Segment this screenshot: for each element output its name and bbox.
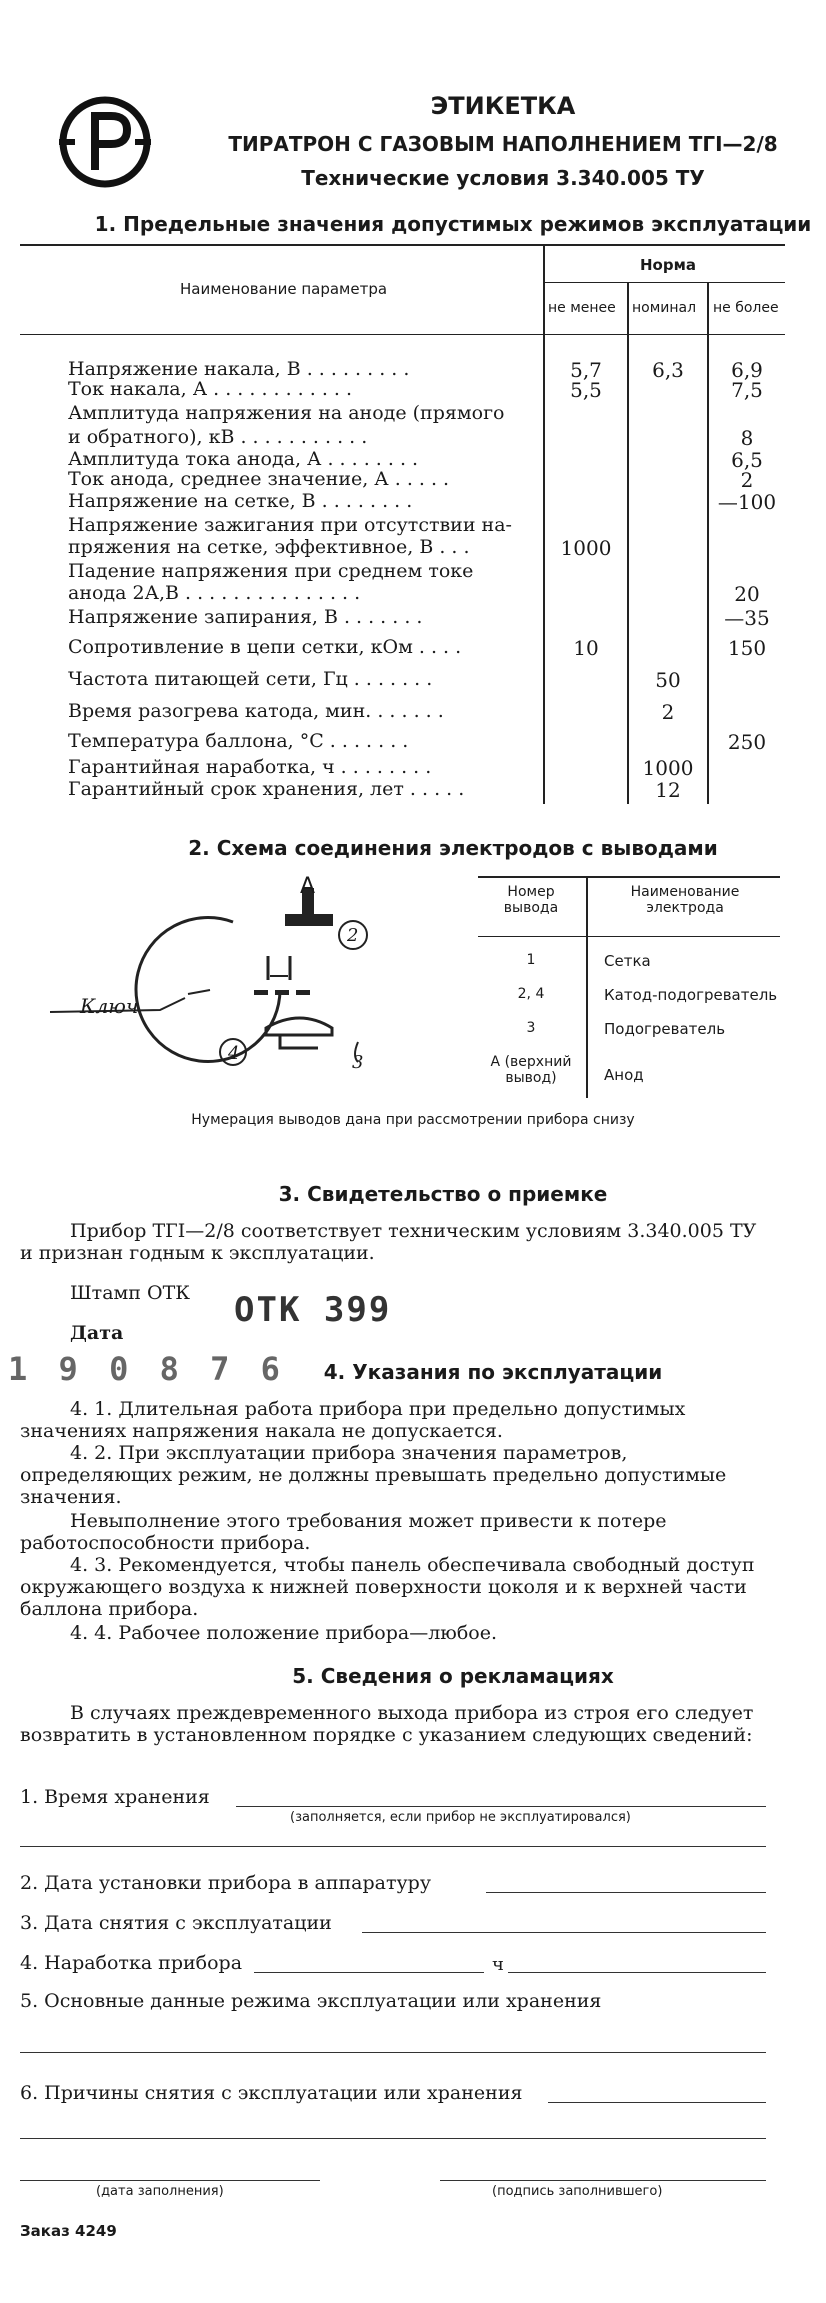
date-label: Дата	[70, 1322, 124, 1344]
acceptance-text: Прибор ТГІ—2/8 соответствует техническим условиям 3.340.005 ТУ и признан годным к эксплуатации.	[20, 1220, 757, 1264]
field-install-date[interactable]: 2. Дата установки прибора в аппаратуру	[20, 1872, 431, 1894]
limit-max-value: 7,5	[731, 378, 763, 402]
limit-row-label: Гарантийная наработка, ч . . . . . . . .	[68, 756, 432, 778]
pinout-diagram	[40, 870, 380, 1080]
field-operating-mode[interactable]: 5. Основные данные режима эксплуатации или хранения	[20, 1990, 602, 2012]
section4-title: 4. Указания по эксплуатации	[323, 1360, 663, 1384]
limit-row-label: Ток накала, А . . . . . . . . . . . .	[68, 378, 353, 400]
claims-intro: В случаях преждевременного выхода прибора из строя его следует возвратить в установленном порядке с указанием следующих сведений:	[20, 1702, 754, 1746]
limit-max-value: 6,5	[731, 448, 763, 472]
electrode-name: Анод	[604, 1066, 644, 1084]
signature-caption: (подпись заполнившего)	[492, 2184, 663, 2199]
limit-row-label: Температура баллона, °С . . . . . . .	[68, 730, 409, 752]
limit-min-value: 1000	[560, 536, 612, 560]
pin2-label: 2	[347, 925, 359, 946]
limit-max-value: 150	[727, 636, 767, 660]
pin4-label: 4	[228, 1043, 240, 1064]
limit-nom-value: 12	[655, 778, 681, 802]
pin-number: 2, 4	[517, 986, 545, 1002]
doc-spec: Технические условия 3.340.005 ТУ	[301, 166, 705, 190]
limit-max-value: 6,9	[731, 358, 763, 382]
limit-row-label: Падение напряжения при среднем токе	[68, 560, 474, 582]
limit-max-value: —100	[717, 490, 777, 514]
doc-subtitle: ТИРАТРОН С ГАЗОВЫМ НАПОЛНЕНИЕМ ТГІ—2/8	[228, 132, 778, 156]
section3-title: 3. Свидетельство о приемке	[278, 1182, 608, 1206]
usage-para-1: 4. 1. Длительная работа прибора при предельно допустимых значениях напряжения накала не допускается.	[20, 1398, 686, 1442]
limit-row-label: Напряжение накала, В . . . . . . . . .	[68, 358, 410, 380]
pin-number: 3	[526, 1020, 536, 1036]
field-removal-reasons[interactable]: 6. Причины снятия с эксплуатации или хранения	[20, 2082, 523, 2104]
storage-note: (заполняется, если прибор не эксплуатировался)	[290, 1810, 631, 1825]
limit-row-label: и обратного), кВ . . . . . . . . . . .	[68, 426, 368, 448]
electrode-name: Подогреватель	[604, 1020, 726, 1038]
usage-para-2: 4. 2. При эксплуатации прибора значения параметров, определяющих режим, не должны превышать предельно допустимые значения.	[20, 1442, 727, 1508]
pinout-caption: Нумерация выводов дана при рассмотрении прибора снизу	[191, 1112, 635, 1128]
col-header-max: не более	[713, 300, 779, 316]
otk-stamp: ОТК 399	[234, 1290, 392, 1330]
usage-para-4: 4. 3. Рекомендуется, чтобы панель обеспечивала свободный доступ окружающего воздуха к нижней поверхности цоколя и к верхней части баллона прибора.	[20, 1554, 755, 1620]
limit-min-value: 5,5	[570, 378, 602, 402]
section1-title: 1. Предельные значения допустимых режимов эксплуатации	[94, 212, 812, 236]
limit-row-label: Время разогрева катода, мин. . . . . . .	[68, 700, 444, 722]
limit-max-value: —35	[724, 606, 770, 630]
date-stamp: 1 9 0 8 7 6	[8, 1350, 286, 1388]
col-header-min: не менее	[548, 300, 616, 316]
limit-row-label: Гарантийный срок хранения, лет . . . . .	[68, 778, 465, 800]
usage-para-3: Невыполнение этого требования может привести к потере работоспособности прибора.	[20, 1510, 667, 1554]
pin-number: А (верхний вывод)	[490, 1054, 572, 1086]
stamp-label: Штамп ОТК	[70, 1282, 190, 1304]
limit-row-label: Ток анода, среднее значение, А . . . . .	[68, 468, 450, 490]
limit-row-label: Напряжение на сетке, В . . . . . . . .	[68, 490, 413, 512]
field-operating-hours[interactable]: 4. Наработка прибора	[20, 1952, 243, 1974]
limit-row-label: Амплитуда тока анода, А . . . . . . . .	[68, 448, 419, 470]
limit-nom-value: 2	[661, 700, 675, 724]
electrode-name: Сетка	[604, 952, 651, 970]
limit-max-value: 20	[734, 582, 760, 606]
limit-min-value: 10	[573, 636, 599, 660]
limit-row-label: Сопротивление в цепи сетки, кОм . . . .	[68, 636, 462, 658]
section5-title: 5. Сведения о рекламациях	[292, 1664, 614, 1688]
limit-nom-value: 1000	[642, 756, 694, 780]
field-storage-time[interactable]: 1. Время хранения	[20, 1786, 210, 1808]
limit-row-label: анода 2А,В . . . . . . . . . . . . . . .	[68, 582, 361, 604]
col-header-electrode: Наименование электрода	[630, 884, 740, 916]
limit-row-label: Напряжение зажигания при отсутствии на-	[68, 514, 512, 536]
doc-title: ЭТИКЕТКА	[430, 92, 576, 120]
limit-row-label: Амплитуда напряжения на аноде (прямого	[68, 402, 505, 424]
limit-max-value: 2	[740, 468, 754, 492]
usage-para-5: 4. 4. Рабочее положение прибора—любое.	[70, 1622, 497, 1644]
limit-nom-value: 50	[655, 668, 681, 692]
col-header-pin: Номер вывода	[503, 884, 559, 916]
anode-label: A	[300, 874, 316, 899]
pin3-label: 3	[352, 1052, 364, 1073]
hours-unit: ч	[492, 1954, 504, 1975]
key-label: Ключ	[80, 994, 139, 1018]
limit-row-label: Напряжение запирания, В . . . . . . .	[68, 606, 423, 628]
limit-row-label: пряжения на сетке, эффективное, В . . .	[68, 536, 470, 558]
limit-nom-value: 6,3	[652, 358, 684, 382]
limit-min-value: 5,7	[570, 358, 602, 382]
order-number: Заказ 4249	[20, 2222, 117, 2240]
pin-number: 1	[526, 952, 536, 968]
col-header-param: Наименование параметра	[180, 280, 388, 298]
date-filled-caption: (дата заполнения)	[96, 2184, 224, 2199]
col-header-nom: номинал	[632, 300, 697, 316]
limit-row-label: Частота питающей сети, Гц . . . . . . .	[68, 668, 433, 690]
electrode-name: Катод-подогреватель	[604, 986, 778, 1004]
section2-title: 2. Схема соединения электродов с выводами	[188, 836, 718, 860]
field-removal-date[interactable]: 3. Дата снятия с эксплуатации	[20, 1912, 332, 1934]
limit-max-value: 8	[740, 426, 754, 450]
col-header-norm: Норма	[640, 256, 696, 274]
limit-max-value: 250	[727, 730, 767, 754]
